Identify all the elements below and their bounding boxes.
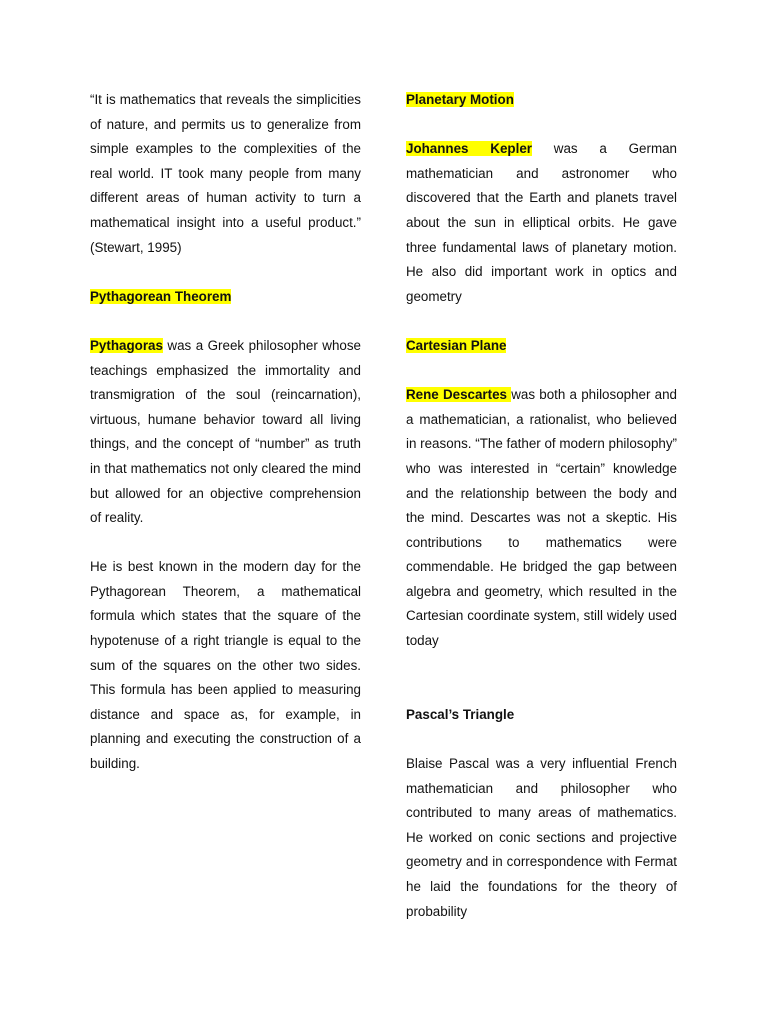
descartes-paragraph bbox=[406, 383, 677, 654]
pascals-triangle-heading: Pascal’s Triangle bbox=[406, 706, 515, 722]
descartes-paragraph-text: was both a philosopher and a mathematician, a rationalist, who believed in reasons. “The father of modern philosophy” who was interested in “certain” knowledge and the relationship between the body and the mind. Descartes was not a skeptic. His contributions to mathematics were commendable. He bridged the gap between algebra and geometry, which resulted in the Cartesian coordinate system, still widely used today bbox=[406, 387, 677, 649]
pythagorean-theorem-heading-text: Pythagorean Theorem bbox=[90, 288, 232, 304]
planetary-motion-heading bbox=[406, 88, 677, 113]
left-column bbox=[90, 88, 361, 777]
planetary-motion-heading-text: Planetary Motion bbox=[406, 92, 514, 107]
right-column bbox=[406, 88, 677, 924]
stewart-quote: “It is mathematics that reveals the simplicities of nature, and permits us to generalize from simple examples to the complexities of the real world. IT took many people from many different areas of human activity to turn a mathematical insight into a useful product.” (Stewart, 1995) bbox=[90, 92, 361, 255]
pascal-paragraph: Blaise Pascal was a very influential French mathematician and philosopher who contributed to many areas of mathematics. He worked on conic sections and projective geometry and in correspondence with Fermat he laid the foundations for the theory of probability bbox=[406, 756, 677, 919]
descartes-name: Rene Descartes bbox=[406, 387, 512, 403]
pythagorean-theorem-heading bbox=[90, 285, 361, 310]
cartesian-plane-heading bbox=[406, 334, 677, 359]
kepler-name: Johannes Kepler bbox=[406, 141, 532, 157]
kepler-paragraph bbox=[406, 137, 677, 309]
pythagorean-theorem-paragraph: He is best known in the modern day for the Pythagorean Theorem, a mathematical formula which states that the square of the hypotenuse of a right triangle is equal to the sum of the squares on the other two sides. This formula has been applied to measuring distance and space as, for example, in planning and executing the construction of a building. bbox=[90, 559, 361, 772]
pythagoras-name: Pythagoras bbox=[90, 337, 163, 353]
pythagoras-paragraph bbox=[90, 334, 361, 531]
pythagoras-paragraph-text: was a Greek philosopher whose teachings emphasized the immortality and transmigration of the soul (reincarnation), virtuous, humane behavior toward all living things, and the concept of “number” as truth in that mathematics not only cleared the mind but allowed for an objective comprehension of reality. bbox=[90, 337, 361, 526]
kepler-paragraph-text: was a German mathematician and astronomer who discovered that the Earth and planets travel about the sun in elliptical orbits. He gave three fundamental laws of planetary motion. He also did important work in optics and geometry bbox=[406, 141, 677, 304]
cartesian-plane-heading-text: Cartesian Plane bbox=[406, 337, 507, 353]
